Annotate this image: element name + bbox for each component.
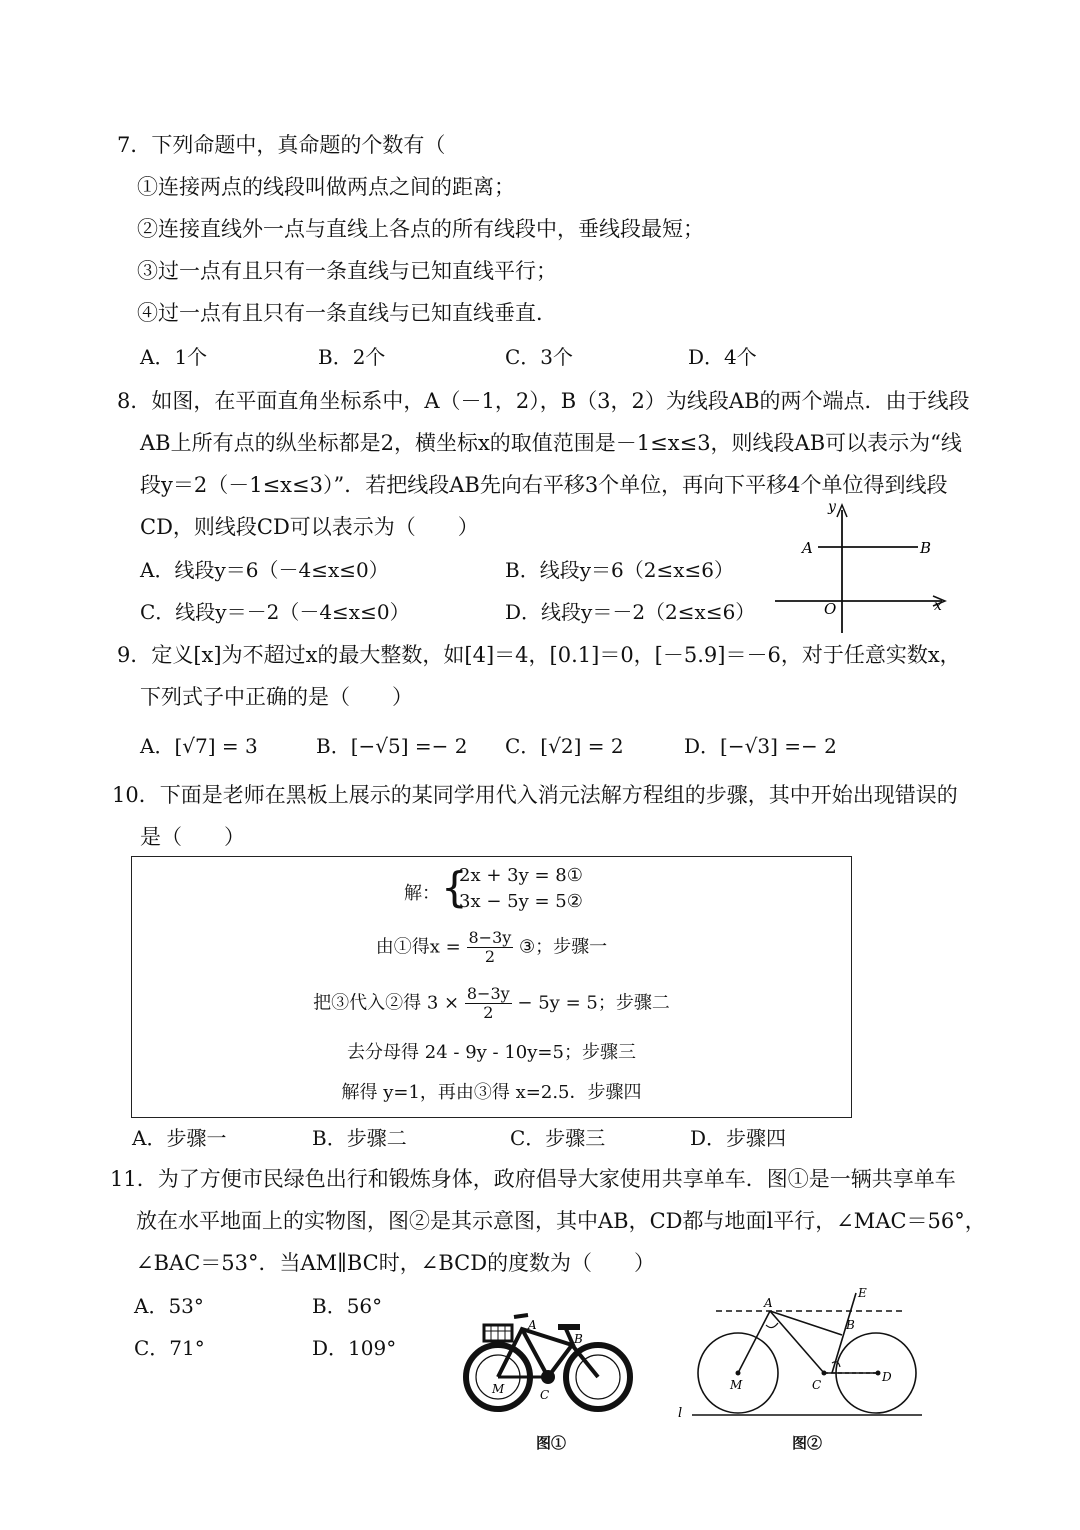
q7-item-4: ④过一点有且只有一条直线与已知直线垂直．	[137, 301, 557, 325]
step-1-suffix: ③；步骤一	[519, 936, 608, 958]
step-2-prefix: 把③代入②得 3 ×	[313, 992, 460, 1014]
fig2-label-m: M	[730, 1378, 743, 1392]
q8-graph-point-b: B	[920, 539, 932, 557]
q8-option-d: D．线段y＝－2（2≤x≤6）	[505, 600, 756, 624]
fig1-label-m: M	[492, 1382, 505, 1396]
q8-coordinate-graph	[770, 495, 955, 640]
q9-option-b: B．[−√5] =− 2	[316, 734, 468, 758]
q11-option-c: C．71°	[134, 1336, 205, 1360]
q8-line-4: CD，则线段CD可以表示为（ ）	[140, 515, 479, 539]
step-2-suffix: − 5y = 5；步骤二	[517, 992, 670, 1014]
q11-line-1: 11．为了方便市民绿色出行和锻炼身体，政府倡导大家使用共享单车．图①是一辆共享单车	[110, 1167, 956, 1191]
fig2-caption: 图②	[792, 1434, 823, 1452]
q10-option-a: A．步骤一	[132, 1126, 227, 1150]
q10-option-d: D．步骤四	[690, 1126, 787, 1150]
bicycle-photo-figure	[462, 1305, 637, 1415]
step-3: 去分母得 24 - 9y - 10y=5；步骤三	[347, 1042, 636, 1063]
fig1-label-a: A	[528, 1318, 537, 1332]
fig2-label-l: l	[678, 1406, 683, 1421]
q7-item-2: ②连接直线外一点与直线上各点的所有线段中，垂线段最短；	[137, 217, 704, 241]
q9-option-d: D．[−√3] =− 2	[684, 734, 837, 758]
solve-label: 解：	[404, 883, 440, 904]
brace-icon: {	[441, 863, 468, 912]
q7-option-c: C．3个	[505, 345, 574, 369]
q10-line-2: 是（ ）	[140, 825, 245, 849]
q8-option-b: B．线段y＝6（2≤x≤6）	[505, 558, 734, 582]
step-1-numerator: 8−3y	[468, 928, 512, 947]
solution-box	[131, 856, 852, 1118]
q7-item-3: ③过一点有且只有一条直线与已知直线平行；	[137, 259, 557, 283]
q8-graph-origin: O	[824, 600, 837, 618]
q10-option-b: B．步骤二	[312, 1126, 407, 1150]
step-4: 解得 y=1，再由③得 x=2.5．步骤四	[341, 1082, 642, 1103]
q9-line-2: 下列式子中正确的是（ ）	[140, 685, 413, 709]
q9-option-a: A．[√7] = 3	[140, 734, 258, 758]
step-2-denominator: 2	[483, 1003, 494, 1022]
q7-option-a: A．1个	[140, 345, 208, 369]
fig2-label-a: A	[764, 1296, 773, 1310]
q11-line-3: ∠BAC＝53°．当AM∥BC时，∠BCD的度数为（ ）	[136, 1251, 656, 1275]
q9-line-1: 9．定义[x]为不超过x的最大整数，如[4]＝4，[0.1]＝0，[－5.9]＝－6，对于任意实数x，	[117, 643, 961, 667]
q8-option-c: C．线段y＝－2（－4≤x≤0）	[140, 600, 410, 624]
fig2-label-e: E	[858, 1286, 867, 1300]
q8-graph-x-label: x	[934, 598, 942, 614]
step-1-fraction	[467, 929, 514, 966]
q7-stem: 7．下列命题中，真命题的个数有（	[117, 133, 446, 157]
q10-option-c: C．步骤三	[510, 1126, 606, 1150]
fig1-label-c: C	[540, 1388, 550, 1402]
q11-line-2: 放在水平地面上的实物图，图②是其示意图，其中AB，CD都与地面l平行，∠MAC＝56°，	[136, 1209, 986, 1233]
step-1-prefix: 由①得x =	[375, 936, 461, 958]
q8-line-1: 8．如图，在平面直角坐标系中，A（－1，2），B（3，2）为线段AB的两个端点．由于线段	[117, 389, 970, 413]
q10-line-1: 10．下面是老师在黑板上展示的某同学用代入消元法解方程组的步骤，其中开始出现错误的	[112, 783, 958, 807]
bicycle-schematic-figure	[672, 1285, 932, 1425]
q11-option-d: D．109°	[312, 1336, 397, 1360]
q7-option-d: D．4个	[688, 345, 757, 369]
fig2-label-c: C	[812, 1378, 822, 1392]
equation-2: 3x − 5y = 5②	[459, 891, 583, 912]
step-2	[132, 985, 851, 1022]
q11-option-b: B．56°	[312, 1294, 383, 1318]
q7-item-1: ①连接两点的线段叫做两点之间的距离；	[137, 175, 515, 199]
fig2-label-b: B	[846, 1318, 855, 1332]
q8-graph-point-a: A	[802, 539, 813, 557]
step-1-denominator: 2	[484, 947, 495, 966]
step-2-numerator: 8−3y	[466, 984, 510, 1003]
equation-1: 2x + 3y = 8①	[459, 865, 583, 886]
fig1-label-b: B	[574, 1332, 583, 1346]
q8-graph-y-label: y	[828, 499, 836, 515]
q9-option-c: C．[√2] = 2	[505, 734, 624, 758]
q8-line-3: 段y＝2（－1≤x≤3）”．若把线段AB先向右平移3个单位，再向下平移4个单位得到线段	[140, 473, 948, 497]
step-2-fraction	[465, 985, 512, 1022]
step-1	[132, 929, 851, 966]
q7-option-b: B．2个	[318, 345, 386, 369]
q8-option-a: A．线段y＝6（－4≤x≤0）	[140, 558, 389, 582]
fig2-label-d: D	[882, 1370, 892, 1384]
q11-option-a: A．53°	[134, 1294, 204, 1318]
fig1-caption: 图①	[536, 1434, 567, 1452]
q8-line-2: AB上所有点的纵坐标都是2，横坐标x的取值范围是－1≤x≤3，则线段AB可以表示为“线	[140, 431, 962, 455]
